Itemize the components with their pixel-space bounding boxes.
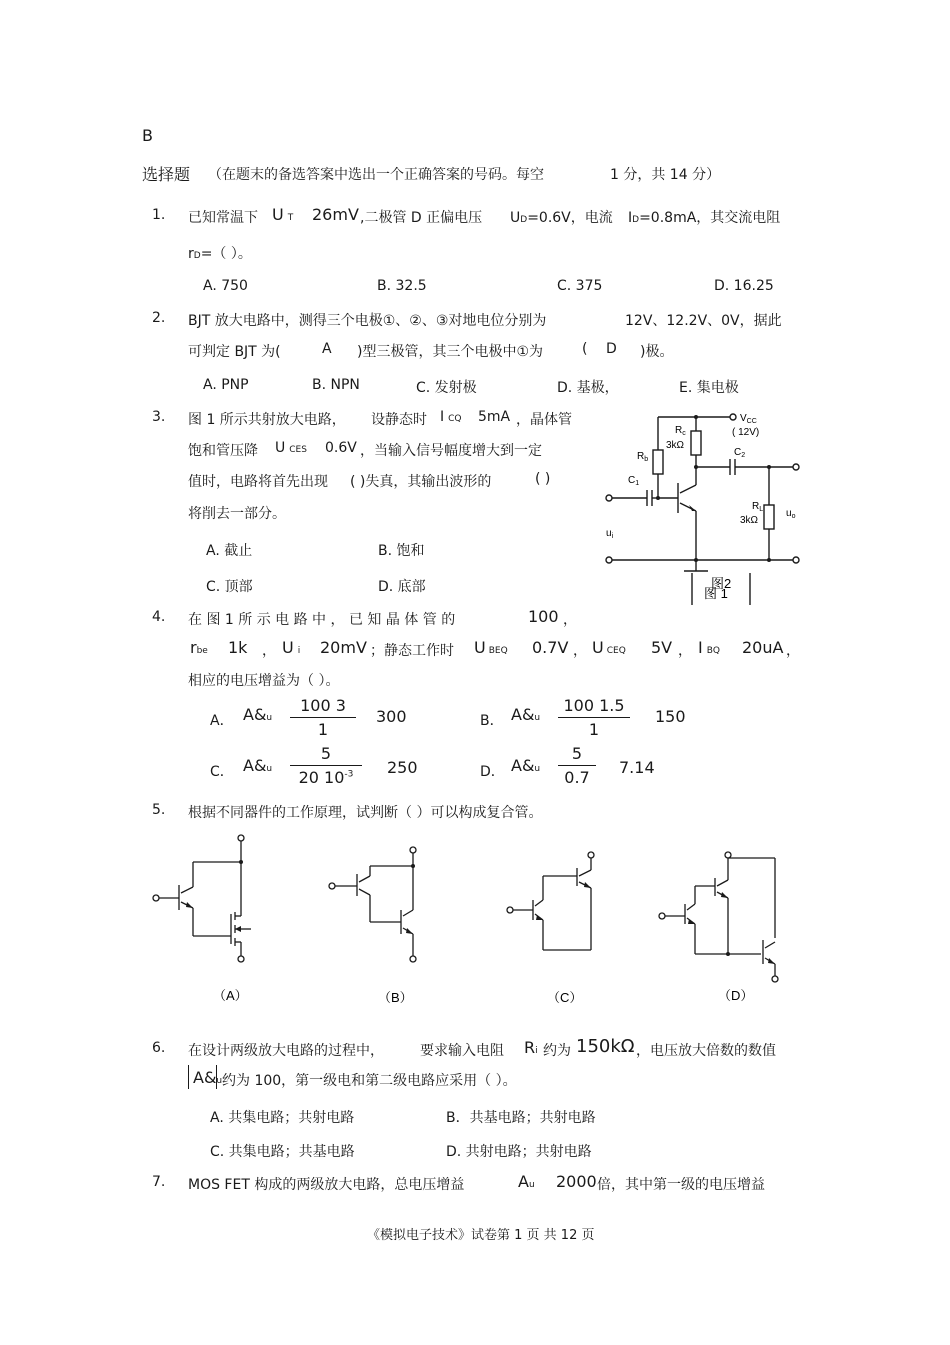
q2-option-b: B. NPN [312, 377, 360, 393]
q4-option-a-au: A&u [243, 705, 273, 724]
q6-number: 6. [152, 1040, 166, 1056]
vcc-label: $V_{CC}$ [740, 413, 757, 425]
q6-text-a: 在设计两级放大电路的过程中， [188, 1043, 384, 1059]
q4-line1: 在 图 1 所 示 电 路 中 ， 已 知 晶 体 管 的 [188, 612, 456, 628]
q4-option-c-au: A&u [243, 756, 273, 775]
q4-comma-4: ， [786, 643, 800, 659]
q3-icq-val: 5mA [478, 409, 511, 425]
rc-value: 3kΩ [666, 440, 685, 451]
rl-label: $R_L$ [752, 501, 764, 513]
q4-ui-val: 20mV [320, 638, 367, 657]
q5-text: 根据不同器件的工作原理，试判断（ ）可以构成复合管。 [188, 805, 543, 821]
q4-rbe-val: 1k [228, 638, 248, 657]
q4-option-b-result: 150 [655, 707, 686, 726]
q5-label-d: （D） [718, 988, 754, 1003]
rb-label: $R_b$ [637, 451, 649, 463]
circuit-option-c [507, 852, 594, 950]
q1-text-b: ,二极管 D 正偏电压 [360, 210, 483, 226]
q2-line2-c: )极。 [640, 344, 674, 360]
q3-line4: 将削去一部分。 [188, 506, 286, 522]
q4-comma-3: ， [678, 643, 692, 659]
q6-au: A&u [193, 1068, 223, 1087]
q1-option-d: D. 16.25 [714, 278, 774, 294]
composite-transistor-options [145, 830, 805, 1015]
q7-number: 7. [152, 1174, 166, 1190]
q4-number: 4. [152, 609, 166, 625]
q4-option-c-result: 250 [387, 758, 418, 777]
q2-answer-2: D [606, 341, 617, 357]
q6-ri: Ri [524, 1038, 538, 1057]
q4-option-d-label: D． [480, 764, 505, 780]
q2-line2-a: 可判定 BJT 为( [188, 344, 281, 360]
q7-au: Au [518, 1172, 535, 1191]
q2-answer-2-open: ( [582, 341, 588, 357]
q3-text-b: 设静态时 [371, 412, 427, 428]
q6-ri-value: 150kΩ [576, 1036, 635, 1057]
q3-option-b: B. 饱和 [378, 543, 425, 559]
q3-line2-b: ，当输入信号幅度增大到一定 [360, 443, 542, 459]
q6-option-a: A. 共集电路；共射电路 [210, 1110, 355, 1126]
q4-semi: ；静态工作时 [370, 643, 454, 659]
q2-answer-1: A [322, 341, 332, 357]
circuit-option-d [659, 852, 778, 982]
q4-comma-1: ， [262, 643, 276, 659]
q4-option-b-label: B． [480, 713, 504, 729]
q5-label-c: （C） [547, 990, 583, 1005]
q4-line3: 相应的电压增益为（ ）。 [188, 673, 340, 689]
q1-option-b: B. 32.5 [377, 278, 427, 294]
q4-uceq: UCEQ [592, 638, 626, 657]
q4-ubeq: UBEQ [474, 638, 508, 657]
q4-rbe: rbe [190, 638, 208, 657]
q1-line2: rD=（ ）。 [188, 246, 252, 262]
c2-label: $C_2$ [734, 447, 746, 459]
circuit-figure-1 [600, 405, 810, 610]
q4-option-a-fraction: 100 3 1 [290, 696, 356, 739]
q4-ibq-val: 20uA [742, 638, 784, 657]
q1-ud: UD=0.6V，电流 [510, 210, 613, 226]
figure-label-2: 图2 [711, 576, 732, 591]
q4-option-b-au: A&u [511, 705, 541, 724]
q5-number: 5. [152, 802, 166, 818]
q2-option-c: C. 发射极 [416, 380, 477, 396]
q3-option-c: C. 顶部 [206, 579, 253, 595]
q4-option-d-result: 7.14 [619, 758, 655, 777]
q4-ui: Ui [282, 638, 301, 657]
q1-number: 1. [152, 207, 166, 223]
q1-option-c: C. 375 [557, 278, 603, 294]
q1-ut: U T [272, 205, 294, 224]
q2-option-d: D. 基极， [557, 380, 619, 396]
section-title: 选择题 [142, 165, 191, 184]
q4-uceq-val: 5V [651, 638, 673, 657]
q2-option-a: A. PNP [203, 377, 249, 393]
ui-label: $u_i$ [606, 528, 614, 540]
q6-line2: 约为 100，第一级电和第二级电路应采用（ ）。 [222, 1073, 517, 1089]
q4-option-a-label: A． [210, 713, 234, 729]
q6-abs-left [188, 1065, 190, 1089]
q6-abs-right [216, 1065, 218, 1089]
q6-option-d: D. 共射电路；共射电路 [446, 1144, 592, 1160]
q7-text-a: MOS FET 构成的两级放大电路，总电压增益 [188, 1177, 465, 1193]
q3-line3-c: ( ) [535, 471, 551, 487]
q2-text-b: 12V、12.2V、0V，据此 [625, 313, 782, 329]
q3-number: 3. [152, 409, 166, 425]
section-letter: B [142, 126, 153, 145]
q3-text-a: 图 1 所示共射放大电路， [188, 412, 346, 428]
vcc-value: ( 12V) [732, 427, 760, 438]
q1-26mv: 26mV [312, 205, 359, 224]
q2-line2-b: )型三极管，其三个电极中①为 [357, 344, 544, 360]
q3-icq: ICQ [440, 409, 462, 425]
page-footer: 《模拟电子技术》试卷第 1 页 共 12 页 [367, 1228, 595, 1243]
q4-option-c-label: C． [210, 764, 234, 780]
rl-value: 3kΩ [740, 515, 759, 526]
q4-ibq: IBQ [698, 638, 720, 657]
q3-line3-a: 值时，电路将首先出现 [188, 474, 328, 490]
q4-beta-comma: ， [563, 612, 577, 628]
q3-uces: UCES [275, 440, 307, 456]
rc-label: $R_c$ [675, 425, 686, 437]
section-note: （在题末的备选答案中选出一个正确答案的号码。每空 [208, 167, 544, 183]
figure-label-1: 图 1 [704, 586, 728, 601]
q4-comma-2: ， [573, 643, 587, 659]
q5-label-a: （A） [213, 988, 248, 1003]
q3-text-c: ，晶体管 [516, 412, 572, 428]
q3-line2-a: 饱和管压降 [188, 443, 258, 459]
q4-option-d-au: A&u [511, 756, 541, 775]
q7-text-b: 倍，其中第一级的电压增益 [597, 1177, 765, 1193]
q2-text-a: BJT 放大电路中，测得三个电极①、②、③对地电位分别为 [188, 313, 547, 329]
c1-label: $C_1$ [628, 475, 640, 487]
q2-option-e: E. 集电极 [679, 380, 739, 396]
q7-au-value: 2000 [556, 1172, 597, 1191]
q6-text-d: ，电压放大倍数的数值 [636, 1043, 776, 1059]
uo-label: $u_o$ [786, 508, 796, 520]
q6-text-c: 约为 [543, 1043, 571, 1059]
q6-option-b: B．共基电路；共射电路 [446, 1110, 596, 1126]
q3-line3-b: ( )失真，其输出波形的 [350, 474, 492, 490]
q4-beta: 100 [528, 607, 559, 626]
q4-option-a-result: 300 [376, 707, 407, 726]
q3-uces-val: 0.6V [325, 440, 357, 456]
q4-option-c-fraction: 5 20 $10^{-3}$ [290, 744, 362, 787]
q1-text-a: 已知常温下 [188, 210, 258, 226]
q3-option-a: A. 截止 [206, 543, 253, 559]
q5-label-b: （B） [378, 990, 413, 1005]
q4-option-d-fraction: 5 0.7 [558, 744, 596, 787]
q6-option-c: C. 共集电路；共基电路 [210, 1144, 355, 1160]
q6-text-b: 要求输入电阻 [420, 1043, 504, 1059]
q4-ubeq-val: 0.7V [532, 638, 569, 657]
q3-option-d: D. 底部 [378, 579, 426, 595]
circuit-option-a [153, 835, 251, 962]
q4-option-b-fraction: 100 1.5 1 [558, 696, 630, 739]
section-score: 1 分，共 14 分） [610, 167, 721, 183]
q1-id: ID=0.8mA，其交流电阻 [628, 210, 781, 226]
circuit-option-b [329, 847, 416, 962]
q1-option-a: A. 750 [203, 278, 248, 294]
q2-number: 2. [152, 310, 166, 326]
